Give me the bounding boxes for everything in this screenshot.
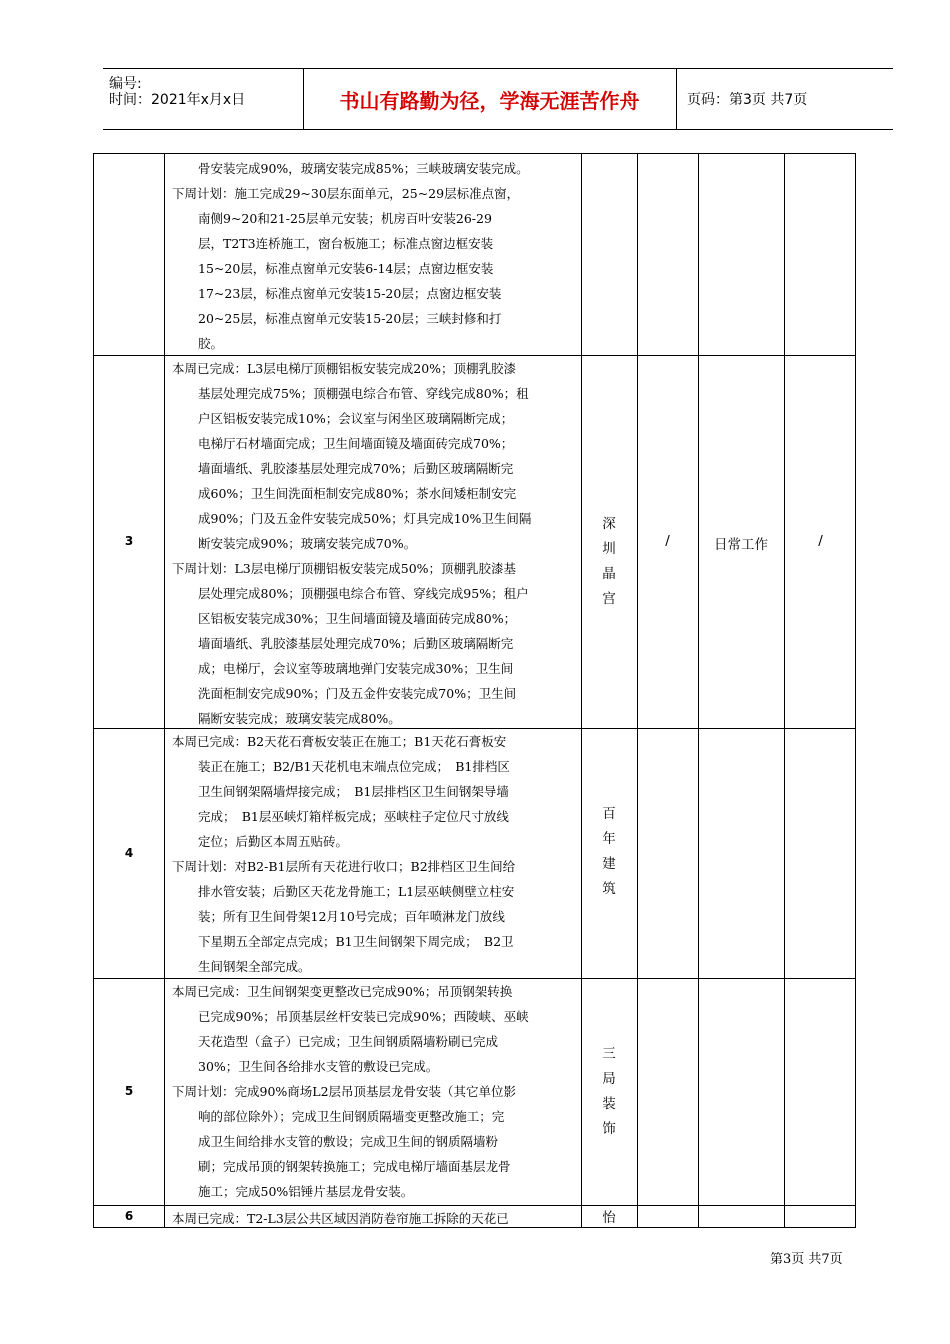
content-line: 下周计划：施工完成29~30层东面单元，25~29层标准点窗， [172, 186, 520, 201]
content-line: 排水管安装；后勤区天花龙骨施工；L1层巫峡侧壁立柱安 [198, 884, 515, 899]
content-line: 电梯厅石材墙面完成；卫生间墙面镜及墙面砖完成70%； [198, 436, 514, 451]
content-line: 骨安装完成90%，玻璃安装完成85%；三峡玻璃安装完成。 [198, 161, 529, 176]
content-line: 隔断安装完成；玻璃安装完成80%。 [198, 711, 401, 726]
header-motto: 书山有路勤为径，学海无涯苦作舟 [303, 69, 677, 129]
content-line: 区铝板安装完成30%；卫生间墙面镜及墙面砖完成80%； [198, 611, 517, 626]
col-divider [784, 154, 785, 1227]
cell-value: / [818, 533, 823, 549]
content-line: 20~25层，标准点窗单元安装15-20层；三峡封修和打 [198, 311, 502, 326]
row-content [172, 1206, 577, 1231]
unit-name: 深圳晶宫 [602, 516, 616, 607]
content-line: 层处理完成80%；顶棚强电综合布管、穿线完成95%；租户 [198, 586, 529, 601]
content-line: 南侧9~20和21-25层单元安装；机房百叶安装26-29 [198, 211, 492, 226]
content-line: 墙面墙纸、乳胶漆基层处理完成70%；后勤区玻璃隔断完 [198, 636, 514, 651]
content-line: 墙面墙纸、乳胶漆基层处理完成70%；后勤区玻璃隔断完 [198, 461, 514, 476]
col-divider [698, 154, 699, 1227]
row-number: 4 [124, 846, 134, 860]
content-line: 成60%；卫生间洗面柜制安完成80%；茶水间矮柜制安完 [198, 486, 517, 501]
content-line: 下星期五全部定点完成；B1卫生间钢架下周完成； B2卫 [198, 934, 514, 949]
content-line: 卫生间钢架隔墙焊接完成； B1层排档区卫生间钢架导墙 [198, 784, 509, 799]
header-page-label: 页码：第3页 共7页 [687, 92, 808, 108]
content-line: 30%；卫生间各给排水支管的敷设已完成。 [198, 1059, 439, 1074]
time-label: 时间：2021年x月x日 [109, 92, 246, 108]
col-divider [637, 154, 638, 1227]
row-number: 5 [124, 1084, 134, 1098]
content-line: 断安装完成90%；玻璃安装完成70%。 [198, 536, 417, 551]
col-divider [581, 154, 582, 1227]
content-line: 本周已完成：L3层电梯厅顶棚铝板安装完成20%；顶棚乳胶漆 [172, 361, 517, 376]
content-line: 施工；完成50%铝锤片基层龙骨安装。 [198, 1184, 414, 1199]
content-line: 成卫生间给排水支管的敷设；完成卫生间的钢质隔墙粉 [198, 1134, 499, 1149]
progress-table [93, 153, 856, 1228]
content-line: 装正在施工；B2/B1天花机电末端点位完成； B1排档区 [198, 759, 510, 774]
content-line: 胶。 [198, 336, 224, 351]
content-line: 成；电梯厅，会议室等玻璃地弹门安装完成30%；卫生间 [198, 661, 514, 676]
header-meta [103, 69, 304, 129]
content-line: 17~23层，标准点窗单元安装15-20层；点窗边框安装 [198, 286, 502, 301]
unit-name: 百年建筑 [602, 806, 616, 897]
row-content [172, 356, 577, 731]
content-line: 生间钢架全部完成。 [198, 959, 311, 974]
page-header [103, 68, 893, 130]
content-line: 本周已完成：B2天花石膏板安装正在施工；B1天花石膏板安 [172, 734, 507, 749]
content-line: 本周已完成：T2-L3层公共区域因消防卷帘施工拆除的天花已 [172, 1211, 509, 1226]
row-number: 3 [124, 534, 134, 548]
content-line: 15~20层，标准点窗单元安装6-14层；点窗边框安装 [198, 261, 494, 276]
content-line: 已完成90%；吊顶基层丝杆安装已完成90%；西陵峡、巫峡 [198, 1009, 529, 1024]
content-line: 响的部位除外）；完成卫生间钢质隔墙变更整改施工；完 [198, 1109, 505, 1124]
row-content [172, 979, 577, 1204]
unit-name: 怡 [602, 1210, 616, 1226]
page-footer: 第3页 共7页 [770, 1252, 843, 1267]
content-line: 下周计划：L3层电梯厅顶棚铝板安装完成50%；顶棚乳胶漆基 [172, 561, 517, 576]
cell-value: / [665, 533, 670, 549]
content-line: 装；所有卫生间骨架12月10号完成；百年喷淋龙门放线 [198, 909, 505, 924]
content-line: 本周已完成：卫生间钢架变更整改已完成90%；吊顶钢架转换 [172, 984, 513, 999]
content-line: 天花造型（盒子）已完成；卫生间钢质隔墙粉刷已完成 [198, 1034, 499, 1049]
row-content [172, 156, 577, 356]
cell-value: 日常工作 [714, 537, 768, 553]
content-line: 成90%；门及五金件安装完成50%；灯具完成10%卫生间隔 [198, 511, 532, 526]
row-number: 6 [124, 1209, 134, 1223]
content-line: 下周计划：对B2-B1层所有天花进行收口；B2排档区卫生间给 [172, 859, 516, 874]
content-line: 刷；完成吊顶的钢架转换施工；完成电梯厅墙面基层龙骨 [198, 1159, 511, 1174]
content-line: 定位；后勤区本周五贴砖。 [198, 834, 349, 849]
col-divider [164, 154, 165, 1227]
content-line: 完成； B1层巫峡灯箱样板完成；巫峡柱子定位尺寸放线 [198, 809, 509, 824]
code-label: 编号: [109, 76, 142, 92]
row-content [172, 729, 577, 979]
content-line: 洗面柜制安完成90%；门及五金件安装完成70%；卫生间 [198, 686, 517, 701]
content-line: 户区铝板安装完成10%；会议室与闲坐区玻璃隔断完成； [198, 411, 514, 426]
unit-name: 三局装饰 [602, 1046, 616, 1137]
content-line: 基层处理完成75%；顶棚强电综合布管、穿线完成80%；租 [198, 386, 529, 401]
content-line: 下周计划：完成90%商场L2层吊顶基层龙骨安装（其它单位影 [172, 1084, 517, 1099]
content-line: 层，T2T3连桥施工，窗台板施工；标准点窗边框安装 [198, 236, 494, 251]
